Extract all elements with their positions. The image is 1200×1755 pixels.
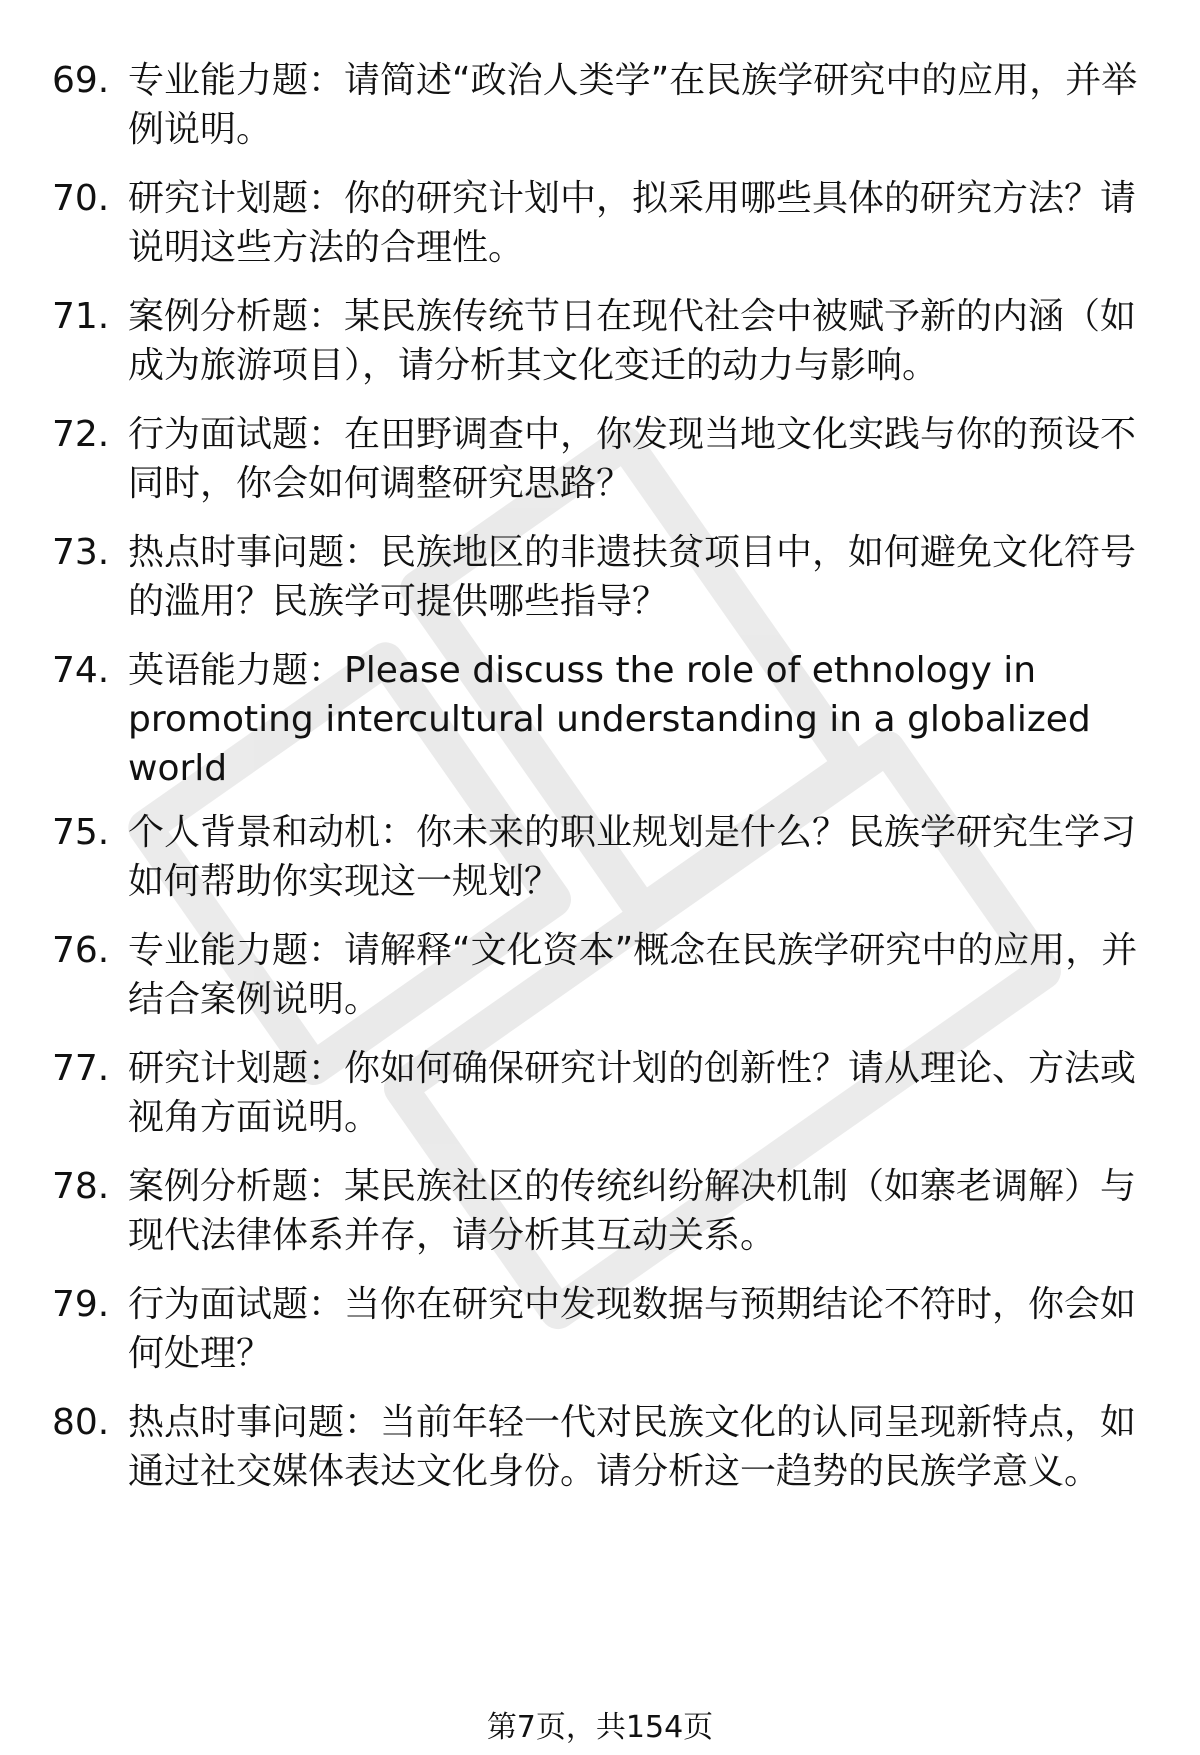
question-number: 77. xyxy=(52,1048,110,1089)
list-item xyxy=(52,808,1152,906)
question-text: 研究计划题：你如何确保研究计划的创新性？请从理论、方法或视角方面说明。 xyxy=(128,1048,1137,1138)
list-item xyxy=(52,56,1152,154)
list-item xyxy=(52,1280,1152,1378)
list-item xyxy=(52,1398,1152,1496)
list-item xyxy=(52,292,1152,390)
list-item xyxy=(52,646,1152,793)
question-text: 专业能力题：请解释“文化资本”概念在民族学研究中的应用，并结合案例说明。 xyxy=(128,930,1138,1020)
question-number: 71. xyxy=(52,296,110,337)
list-item xyxy=(52,1162,1152,1260)
question-text: 热点时事问题：民族地区的非遗扶贫项目中，如何避免文化符号的滥用？民族学可提供哪些指导？ xyxy=(128,532,1137,622)
question-number: 72. xyxy=(52,414,110,455)
list-item xyxy=(52,410,1152,508)
page-footer: 第7页，共154页 xyxy=(486,1710,714,1745)
question-text: 个人背景和动机：你未来的职业规划是什么？民族学研究生学习如何帮助你实现这一规划？ xyxy=(128,812,1137,902)
list-item xyxy=(52,174,1152,272)
question-number: 80. xyxy=(52,1402,110,1443)
question-text: 案例分析题：某民族传统节日在现代社会中被赋予新的内涵（如成为旅游项目），请分析其文化变迁的动力与影响。 xyxy=(128,296,1137,386)
question-text: 行为面试题：在田野调查中，你发现当地文化实践与你的预设不同时，你会如何调整研究思路？ xyxy=(128,414,1137,504)
question-number: 78. xyxy=(52,1166,110,1207)
question-text: 热点时事问题：当前年轻一代对民族文化的认同呈现新特点，如通过社交媒体表达文化身份。请分析这一趋势的民族学意义。 xyxy=(128,1402,1137,1492)
list-item xyxy=(52,1044,1152,1142)
list-item xyxy=(52,926,1152,1024)
question-number: 74. xyxy=(52,650,110,691)
question-number: 70. xyxy=(52,178,110,219)
question-number: 76. xyxy=(52,930,110,971)
question-text: 英语能力题：Please discuss the role of ethnology in promoting intercultural understanding in a globalized world xyxy=(128,650,1091,789)
question-text: 研究计划题：你的研究计划中，拟采用哪些具体的研究方法？请说明这些方法的合理性。 xyxy=(128,178,1137,268)
question-text: 案例分析题：某民族社区的传统纠纷解决机制（如寨老调解）与现代法律体系并存，请分析其互动关系。 xyxy=(128,1166,1137,1256)
question-number: 69. xyxy=(52,60,110,101)
list-item xyxy=(52,528,1152,626)
question-number: 73. xyxy=(52,532,110,573)
question-text: 行为面试题：当你在研究中发现数据与预期结论不符时，你会如何处理？ xyxy=(128,1284,1137,1374)
question-text: 专业能力题：请简述“政治人类学”在民族学研究中的应用，并举例说明。 xyxy=(128,60,1138,150)
question-number: 75. xyxy=(52,812,110,853)
question-number: 79. xyxy=(52,1284,110,1325)
